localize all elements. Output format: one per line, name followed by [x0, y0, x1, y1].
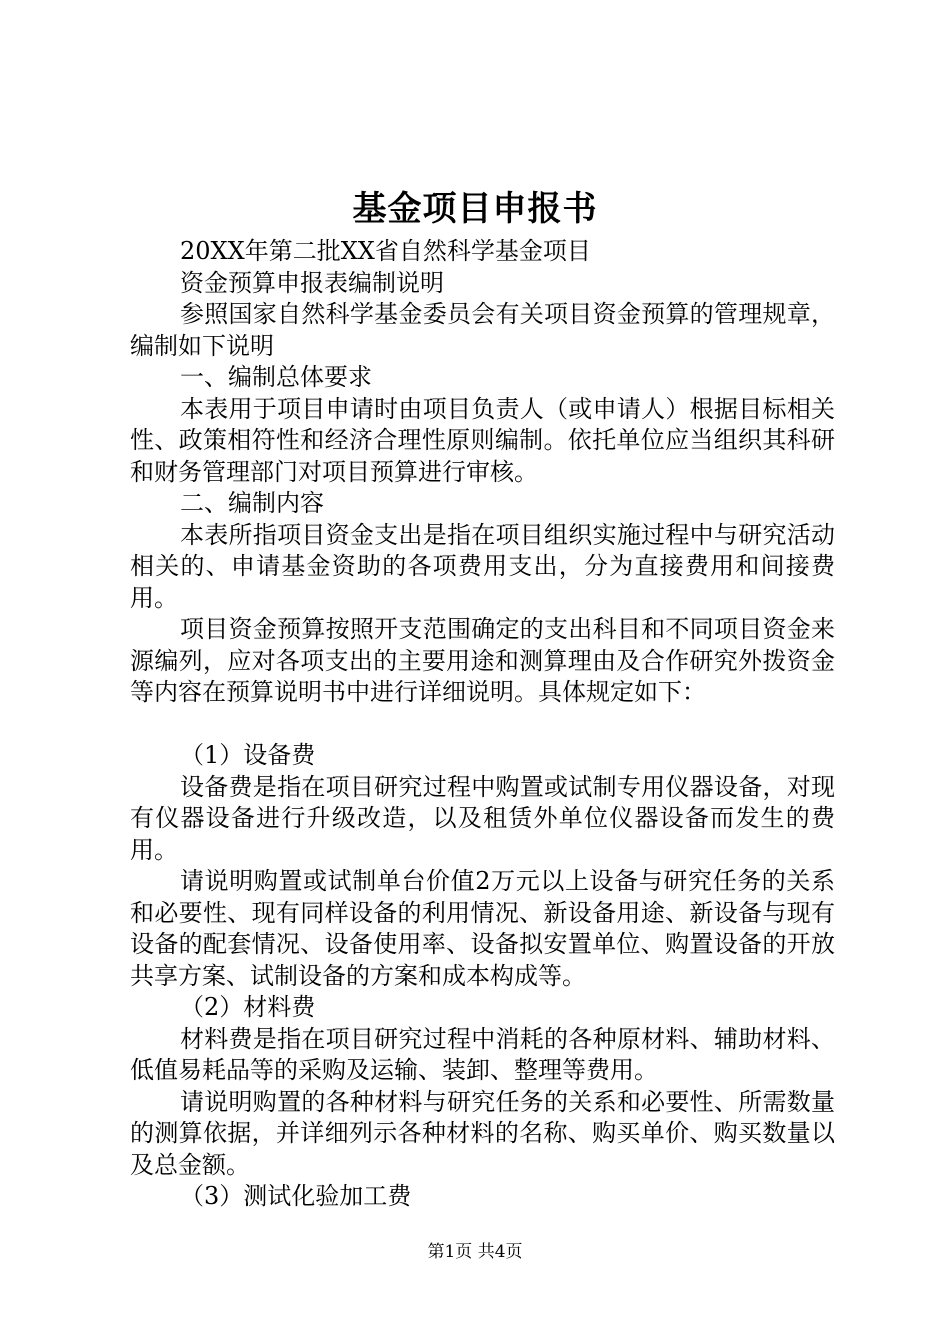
blank-line: [130, 709, 835, 741]
paragraph-materials-instructions: 请说明购置的各种材料与研究任务的关系和必要性、所需数量的测算依据，并详细列示各种材料的名称、购买单价、购买数量以及总金额。: [130, 1087, 835, 1179]
paragraph-equipment-definition: 设备费是指在项目研究过程中购置或试制专用仪器设备，对现有仪器设备进行升级改造，以及租赁外单位仪器设备而发生的费用。: [130, 772, 835, 864]
paragraph-subtitle-1: 20XX年第二批XX省自然科学基金项目: [180, 237, 591, 265]
paragraph-subtitle-2: 资金预算申报表编制说明: [180, 268, 444, 297]
subheading-testing: （3）测试化验加工费: [180, 1182, 412, 1210]
subheading-materials: （2）材料费: [180, 993, 316, 1021]
document-body: [130, 236, 835, 1213]
section-heading-2: 二、编制内容: [180, 489, 324, 517]
document-title: 基金项目申报书: [352, 189, 598, 229]
paragraph-content-definition: 本表所指项目资金支出是指在项目组织实施过程中与研究活动相关的、申请基金资助的各项费用支出，分为直接费用和间接费用。: [130, 520, 835, 612]
section-heading-1: 一、编制总体要求: [180, 363, 372, 391]
paragraph-budget-rules: 项目资金预算按照开支范围确定的支出科目和不同项目资金来源编列，应对各项支出的主要用途和测算理由及合作研究外拨资金等内容在预算说明书中进行详细说明。具体规定如下：: [130, 615, 835, 706]
subheading-equipment: （1）设备费: [180, 741, 316, 769]
paragraph-general-requirements: 本表用于项目申请时由项目负责人（或申请人）根据目标相关性、政策相符性和经济合理性原则编制。依托单位应当组织其科研和财务管理部门对项目预算进行审核。: [130, 394, 835, 486]
paragraph-materials-definition: 材料费是指在项目研究过程中消耗的各种原材料、辅助材料、低值易耗品等的采购及运输、装卸、整理等费用。: [130, 1024, 835, 1084]
paragraph-equipment-instructions: 请说明购置或试制单台价值2万元以上设备与研究任务的关系和必要性、现有同样设备的利用情况、新设备用途、新设备与现有设备的配套情况、设备使用率、设备拟安置单位、购置设备的开放共享方案、试制设备的方案和成本构成等。: [130, 867, 835, 990]
page-footer: 第1页 共4页: [427, 1242, 523, 1262]
paragraph-intro: 参照国家自然科学基金委员会有关项目资金预算的管理规章，编制如下说明: [130, 300, 835, 360]
